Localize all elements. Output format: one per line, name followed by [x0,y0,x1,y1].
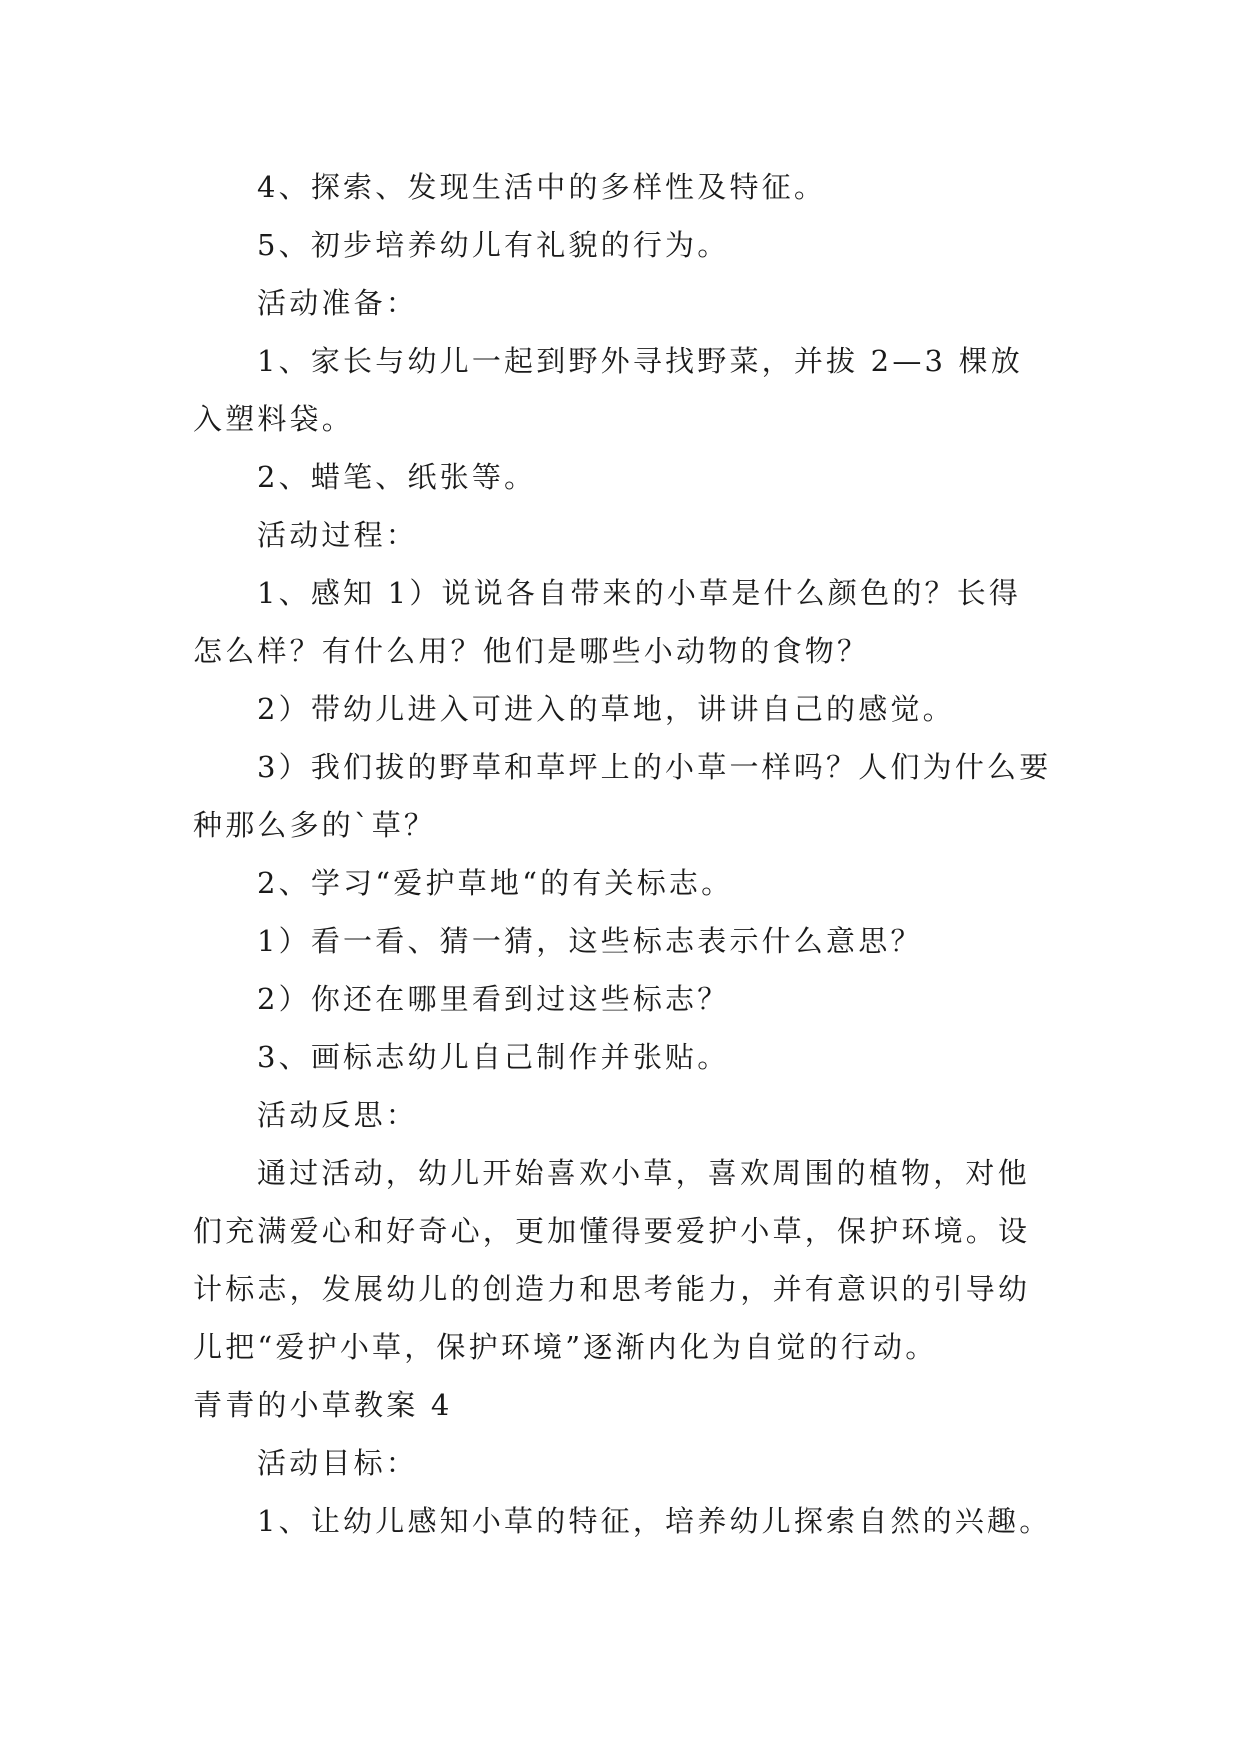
section-heading-goals: 活动目标： [257,1446,419,1480]
section-heading-preparation: 活动准备： [257,286,419,320]
process-subitem-2: 2）带幼儿进入可进入的草地，讲讲自己的感觉。 [257,692,955,726]
preparation-item-1: 1、家长与幼儿一起到野外寻找野菜，并拔 2—3 棵放入塑料袋。 [193,344,1023,436]
process-subitem-3: 3）我们拔的野草和草坪上的小草一样吗？人们为什么要种那么多的`草？ [193,750,1052,842]
process-item-2-sub-1: 1）看一看、猜一猜，这些标志表示什么意思？ [257,924,923,958]
process-item-3: 3、画标志幼儿自己制作并张贴。 [257,1040,730,1074]
document-body [193,158,1053,1550]
goal-item-4: 4、探索、发现生活中的多样性及特征。 [257,170,827,204]
process-item-2-sub-2: 2）你还在哪里看到过这些标志？ [257,982,730,1016]
preparation-item-2: 2、蜡笔、纸张等。 [257,460,537,494]
lesson-title: 青青的小草教案 4 [193,1388,453,1422]
reflection-text: 通过活动，幼儿开始喜欢小草，喜欢周围的植物，对他们充满爱心和好奇心，更加懂得要爱护小草，保护环境。设计标志，发展幼儿的创造力和思考能力，并有意识的引导幼儿把“爱护小草，保护环境”逐渐内化为自觉的行动。 [193,1156,1031,1364]
process-item-2: 2、学习“爱护草地“的有关标志。 [257,866,734,900]
process-item-1: 1、感知 1）说说各自带来的小草是什么颜色的？长得怎么样？有什么用？他们是哪些小动物的食物？ [193,576,1022,668]
goal-item-5: 5、初步培养幼儿有礼貌的行为。 [257,228,730,262]
section-heading-reflection: 活动反思： [257,1098,419,1132]
goal-item-1: 1、让幼儿感知小草的特征，培养幼儿探索自然的兴趣。 [257,1504,1052,1538]
section-heading-process: 活动过程： [257,518,419,552]
